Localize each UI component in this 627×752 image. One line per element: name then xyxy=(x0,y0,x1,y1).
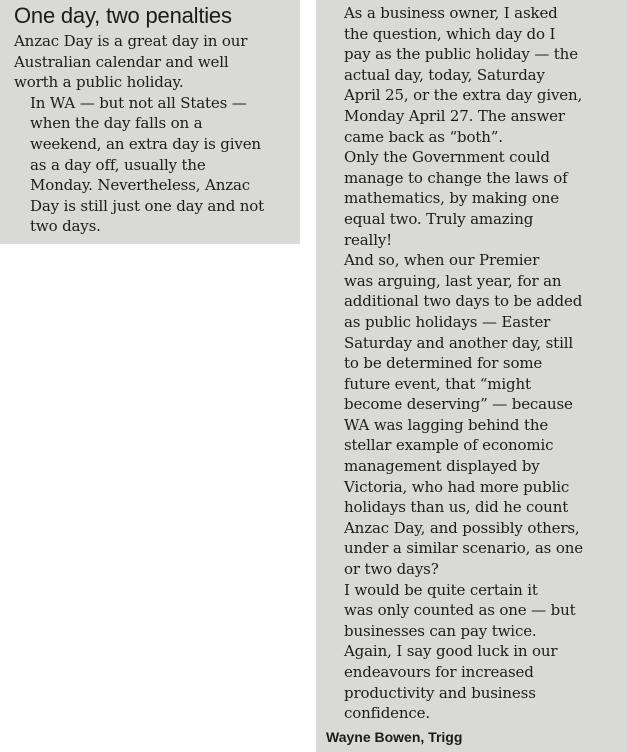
text-line: Anzac Day, and possibly others, xyxy=(344,518,580,537)
text-line: equal two. Truly amazing xyxy=(344,209,534,228)
text-line: And so, when our Premier xyxy=(344,251,540,270)
text-line: In WA — but not all States — xyxy=(30,93,247,112)
letter-clipping-left xyxy=(0,0,300,244)
letter-paragraph xyxy=(10,31,292,93)
letter-signature: Wayne Bowen, Trigg xyxy=(326,728,463,745)
right-body xyxy=(324,3,623,724)
letter-paragraph xyxy=(10,93,292,237)
letter-clipping-right xyxy=(316,0,627,752)
text-line: future event, that “might xyxy=(344,374,531,393)
text-line: was arguing, last year, for an xyxy=(344,271,562,290)
letter-headline: One day, two penalties xyxy=(14,3,232,28)
text-line: Anzac Day is a great day in our xyxy=(14,32,248,50)
text-line: Monday April 27. The answer xyxy=(344,106,565,125)
text-line: become deserving” — because xyxy=(344,395,573,414)
text-line: was only counted as one — but xyxy=(344,601,576,620)
text-line: actual day, today, Saturday xyxy=(344,65,545,84)
text-line: As a business owner, I asked xyxy=(344,4,558,22)
text-line: businesses can pay twice. xyxy=(344,621,537,640)
text-line: Monday. Nevertheless, Anzac xyxy=(30,176,250,195)
text-line: to be determined for some xyxy=(344,354,543,373)
text-line: under a similar scenario, as one xyxy=(344,539,583,558)
text-line: pay as the public holiday — the xyxy=(344,45,578,64)
text-line: when the day falls on a xyxy=(30,114,203,133)
text-line: additional two days to be added xyxy=(344,292,583,311)
letter-paragraph xyxy=(324,250,623,580)
letter-paragraph xyxy=(324,147,623,250)
text-line: WA was lagging behind the xyxy=(344,415,549,434)
text-line: Day is still just one day and not xyxy=(30,196,265,215)
text-line: as public holidays — Easter xyxy=(344,312,551,331)
text-line: Only the Government could xyxy=(344,148,550,167)
text-line: Saturday and another day, still xyxy=(344,333,574,352)
text-line: Again, I say good luck in our xyxy=(344,642,558,661)
letter-paragraph xyxy=(324,641,623,723)
left-body xyxy=(10,31,292,237)
text-line: productivity and business xyxy=(344,683,536,702)
text-line: stellar example of economic xyxy=(344,436,554,455)
text-line: I would be quite certain it xyxy=(344,580,538,599)
letter-paragraph xyxy=(324,3,623,147)
text-line: two days. xyxy=(30,217,101,236)
text-line: endeavours for increased xyxy=(344,663,534,681)
text-line: mathematics, by making one xyxy=(344,189,559,208)
text-line: the question, which day do I xyxy=(344,24,556,43)
text-line: came back as “both”. xyxy=(344,127,503,146)
text-line: Australian calendar and well xyxy=(14,52,229,71)
text-line: holidays than us, did he count xyxy=(344,498,569,517)
text-line: or two days? xyxy=(344,560,439,579)
text-line: management displayed by xyxy=(344,457,540,476)
text-line: Victoria, who had more public xyxy=(344,477,570,496)
text-line: weekend, an extra day is given xyxy=(30,134,261,153)
text-line: worth a public holiday. xyxy=(14,73,184,92)
letter-paragraph xyxy=(324,580,623,642)
text-line: as a day off, usually the xyxy=(30,155,206,174)
text-line: manage to change the laws of xyxy=(344,168,568,187)
text-line: really! xyxy=(344,230,393,249)
text-line: confidence. xyxy=(344,704,430,723)
text-line: April 25, or the extra day given, xyxy=(344,86,583,105)
